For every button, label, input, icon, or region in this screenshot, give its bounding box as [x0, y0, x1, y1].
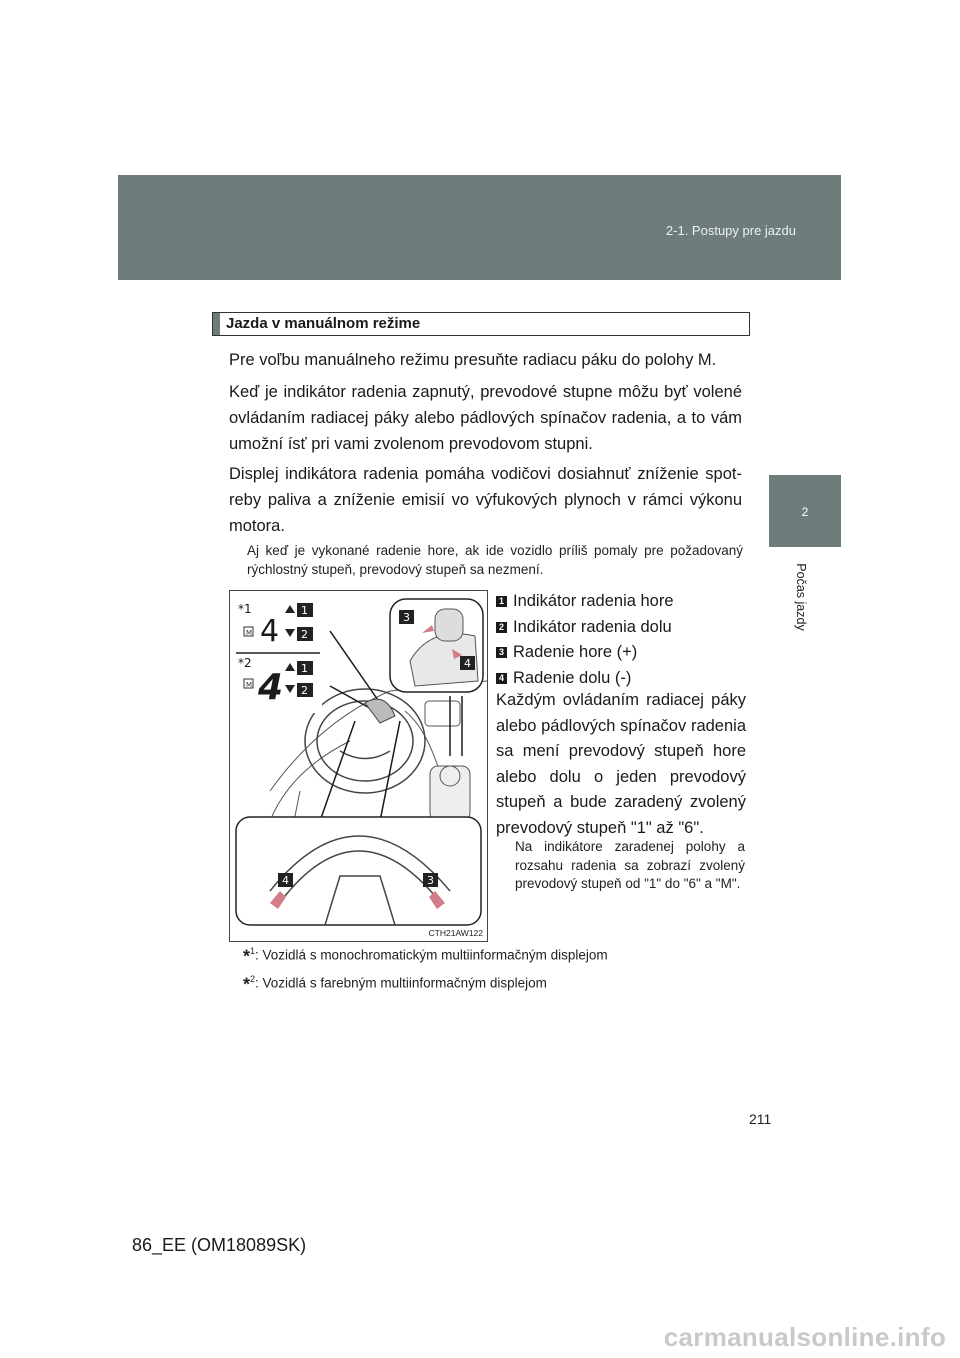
- badge-1-bottom: 1: [301, 662, 308, 675]
- section-heading-bar: [213, 313, 220, 335]
- footnote-text: : Vozidlá s monochromatickým multiinformačným displejom: [255, 947, 608, 963]
- badge-2-top: 2: [301, 628, 308, 641]
- legend-badge: 2: [496, 622, 507, 633]
- legend-badge: 4: [496, 673, 507, 684]
- footnote-star: *: [243, 946, 251, 967]
- legend-label: Indikátor radenia dolu: [513, 617, 672, 636]
- legend-badge: 1: [496, 596, 507, 607]
- chapter-label-container: [786, 555, 806, 645]
- paragraph-1: Pre voľbu manuálneho režimu presuňte radiacu páku do polohy M.: [229, 351, 717, 369]
- section-heading-title: Jazda v manuálnom režime: [226, 315, 421, 332]
- watermark: carmanualsonline.info: [663, 1322, 946, 1352]
- chapter-number: 2: [801, 505, 809, 519]
- gear-display-1: 4: [260, 614, 280, 649]
- page-number: 211: [749, 1111, 772, 1127]
- badge-4-paddle: 4: [282, 874, 289, 887]
- mode-indicator-2: M: [246, 681, 253, 689]
- note-text: Aj keď je vykonané radenie hore, ak ide vozidlo príliš pomaly pre požadovaný rýchlostný stupeň, prevodový stupeň sa nezmení.: [247, 543, 743, 577]
- footnote-text: : Vozidlá s farebným multiinformačným displejom: [255, 975, 547, 991]
- legend-item: [496, 615, 746, 641]
- chapter-label: Počas jazdy: [794, 563, 808, 631]
- legend-badge: 3: [496, 647, 507, 658]
- footnote-1: [243, 946, 608, 968]
- legend-label: Radenie dolu (-): [513, 668, 632, 687]
- section-heading: [212, 312, 750, 336]
- footnote-sup: 1: [250, 946, 256, 956]
- badge-4-shifter: 4: [464, 657, 471, 670]
- mode-indicator-1: M: [246, 629, 253, 637]
- illustration-drawing: [230, 591, 487, 941]
- figure-code: CTH21AW122: [428, 928, 483, 938]
- illustration: [229, 590, 488, 942]
- footnote-star: *: [243, 974, 251, 995]
- legend-list: [496, 589, 746, 691]
- footnote-sup: 2: [250, 974, 256, 984]
- document-code: 86_EE (OM18089SK): [132, 1235, 307, 1255]
- paragraph-2: Keď je indikátor radenia zapnutý, prevodové stupne môžu byť volené ovládaním radiacej páky alebo pádlových spínačov radenia, a to vám umožní ísť pri vami zvolenom prevodovom stupni.: [229, 383, 742, 453]
- gear-display-2: 4: [258, 667, 284, 708]
- chapter-tab: [769, 475, 841, 547]
- legend-item: [496, 589, 746, 615]
- header-band: [118, 175, 841, 280]
- legend-note: Na indikátore zaradenej polohy a rozsahu radenia sa zobrazí zvolený prevodový stupeň od "1" do "6" a "M".: [515, 839, 745, 891]
- mark-star-2: *2: [238, 656, 252, 670]
- badge-2-bottom: 2: [301, 684, 308, 697]
- badge-1-top: 1: [301, 604, 308, 617]
- badge-3-paddle: 3: [427, 874, 434, 887]
- legend-label: Indikátor radenia hore: [513, 592, 674, 611]
- badge-3-shifter: 3: [403, 611, 410, 624]
- footnote-2: [243, 974, 547, 996]
- legend-paragraph: Každým ovládaním radiacej páky alebo pádlových spínačov radenia sa mení prevodový stupeň hore alebo dolu o jeden prevodový stupeň a bude zaradený zvolený prevodový stupeň "1" až "6".: [496, 691, 746, 837]
- header-section-title: 2-1. Postupy pre jazdu: [665, 223, 796, 238]
- mark-star-1: *1: [238, 602, 252, 616]
- legend-label: Radenie hore (+): [513, 643, 638, 662]
- legend-item: [496, 640, 746, 666]
- paragraph-3: Displej indikátora radenia pomáha vodičovi dosiahnuť zníženie spotreby paliva a zníženie emisií vo výfukových plynoch v rámci výkonu motora.: [229, 465, 742, 535]
